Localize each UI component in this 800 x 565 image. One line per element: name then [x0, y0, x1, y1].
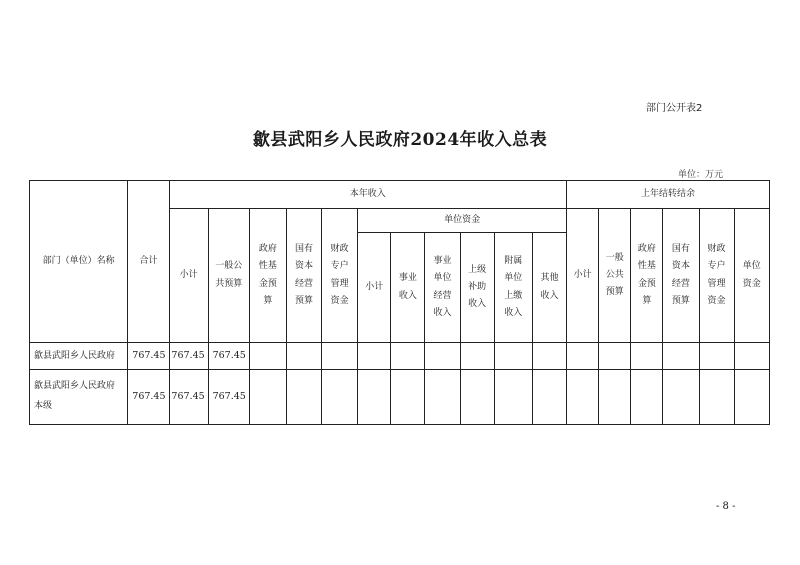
- header-cy-special-account: 财政 专户 管理 资金: [322, 209, 358, 343]
- form-number: 部门公开表2: [646, 103, 703, 114]
- header-unit-funds: 单位资金: [358, 209, 567, 233]
- header-carryover: 上年结转结余: [567, 181, 770, 209]
- header-uf-business: 事业 收入: [391, 233, 425, 343]
- row-dept-name: 歙县武阳乡人民政府: [30, 343, 128, 370]
- row-subtotal: 767.45: [169, 343, 208, 370]
- header-cy-soe-capital: 国有 资本 经营 预算: [286, 209, 321, 343]
- revenue-table: [29, 180, 770, 425]
- header-uf-subtotal: 小计: [358, 233, 391, 343]
- row-total: 767.45: [128, 343, 169, 370]
- unit-label: 单位：万元: [678, 170, 724, 180]
- row-general-budget: 767.45: [208, 343, 249, 370]
- header-co-special-account: 财政 专户 管理 资金: [699, 209, 734, 343]
- page-number: - 8 -: [716, 501, 736, 512]
- header-uf-subsidy: 上级 补助 收入: [460, 233, 494, 343]
- header-dept-name: 部门（单位）名称: [30, 181, 128, 343]
- header-co-general-budget: 一般 公共 预算: [599, 209, 631, 343]
- header-co-unit-funds: 单位 资金: [734, 209, 769, 343]
- header-current-year: 本年收入: [169, 181, 567, 209]
- header-co-soe-capital: 国有 资本 经营 预算: [663, 209, 699, 343]
- header-uf-other: 其他 收入: [532, 233, 566, 343]
- header-total: 合计: [128, 181, 169, 343]
- header-uf-operating: 事业 单位 经营 收入: [425, 233, 460, 343]
- header-uf-affiliated: 附属 单位 上缴 收入: [494, 233, 532, 343]
- header-cy-gov-fund: 政府 性基 金预 算: [249, 209, 286, 343]
- page-title: 歙县武阳乡人民政府2024年收入总表: [252, 130, 548, 150]
- header-co-subtotal: 小计: [567, 209, 599, 343]
- row-dept-name: 歙县武阳乡人民政府 本级: [30, 370, 128, 425]
- row-subtotal: 767.45: [169, 370, 208, 425]
- row-general-budget: 767.45: [208, 370, 249, 425]
- row-total: 767.45: [128, 370, 169, 425]
- table-row: [30, 370, 770, 425]
- header-cy-general-budget: 一般公 共预算: [208, 209, 249, 343]
- header-co-gov-fund: 政府 性基 金预 算: [631, 209, 663, 343]
- table-row: [30, 343, 770, 370]
- header-cy-subtotal: 小计: [169, 209, 208, 343]
